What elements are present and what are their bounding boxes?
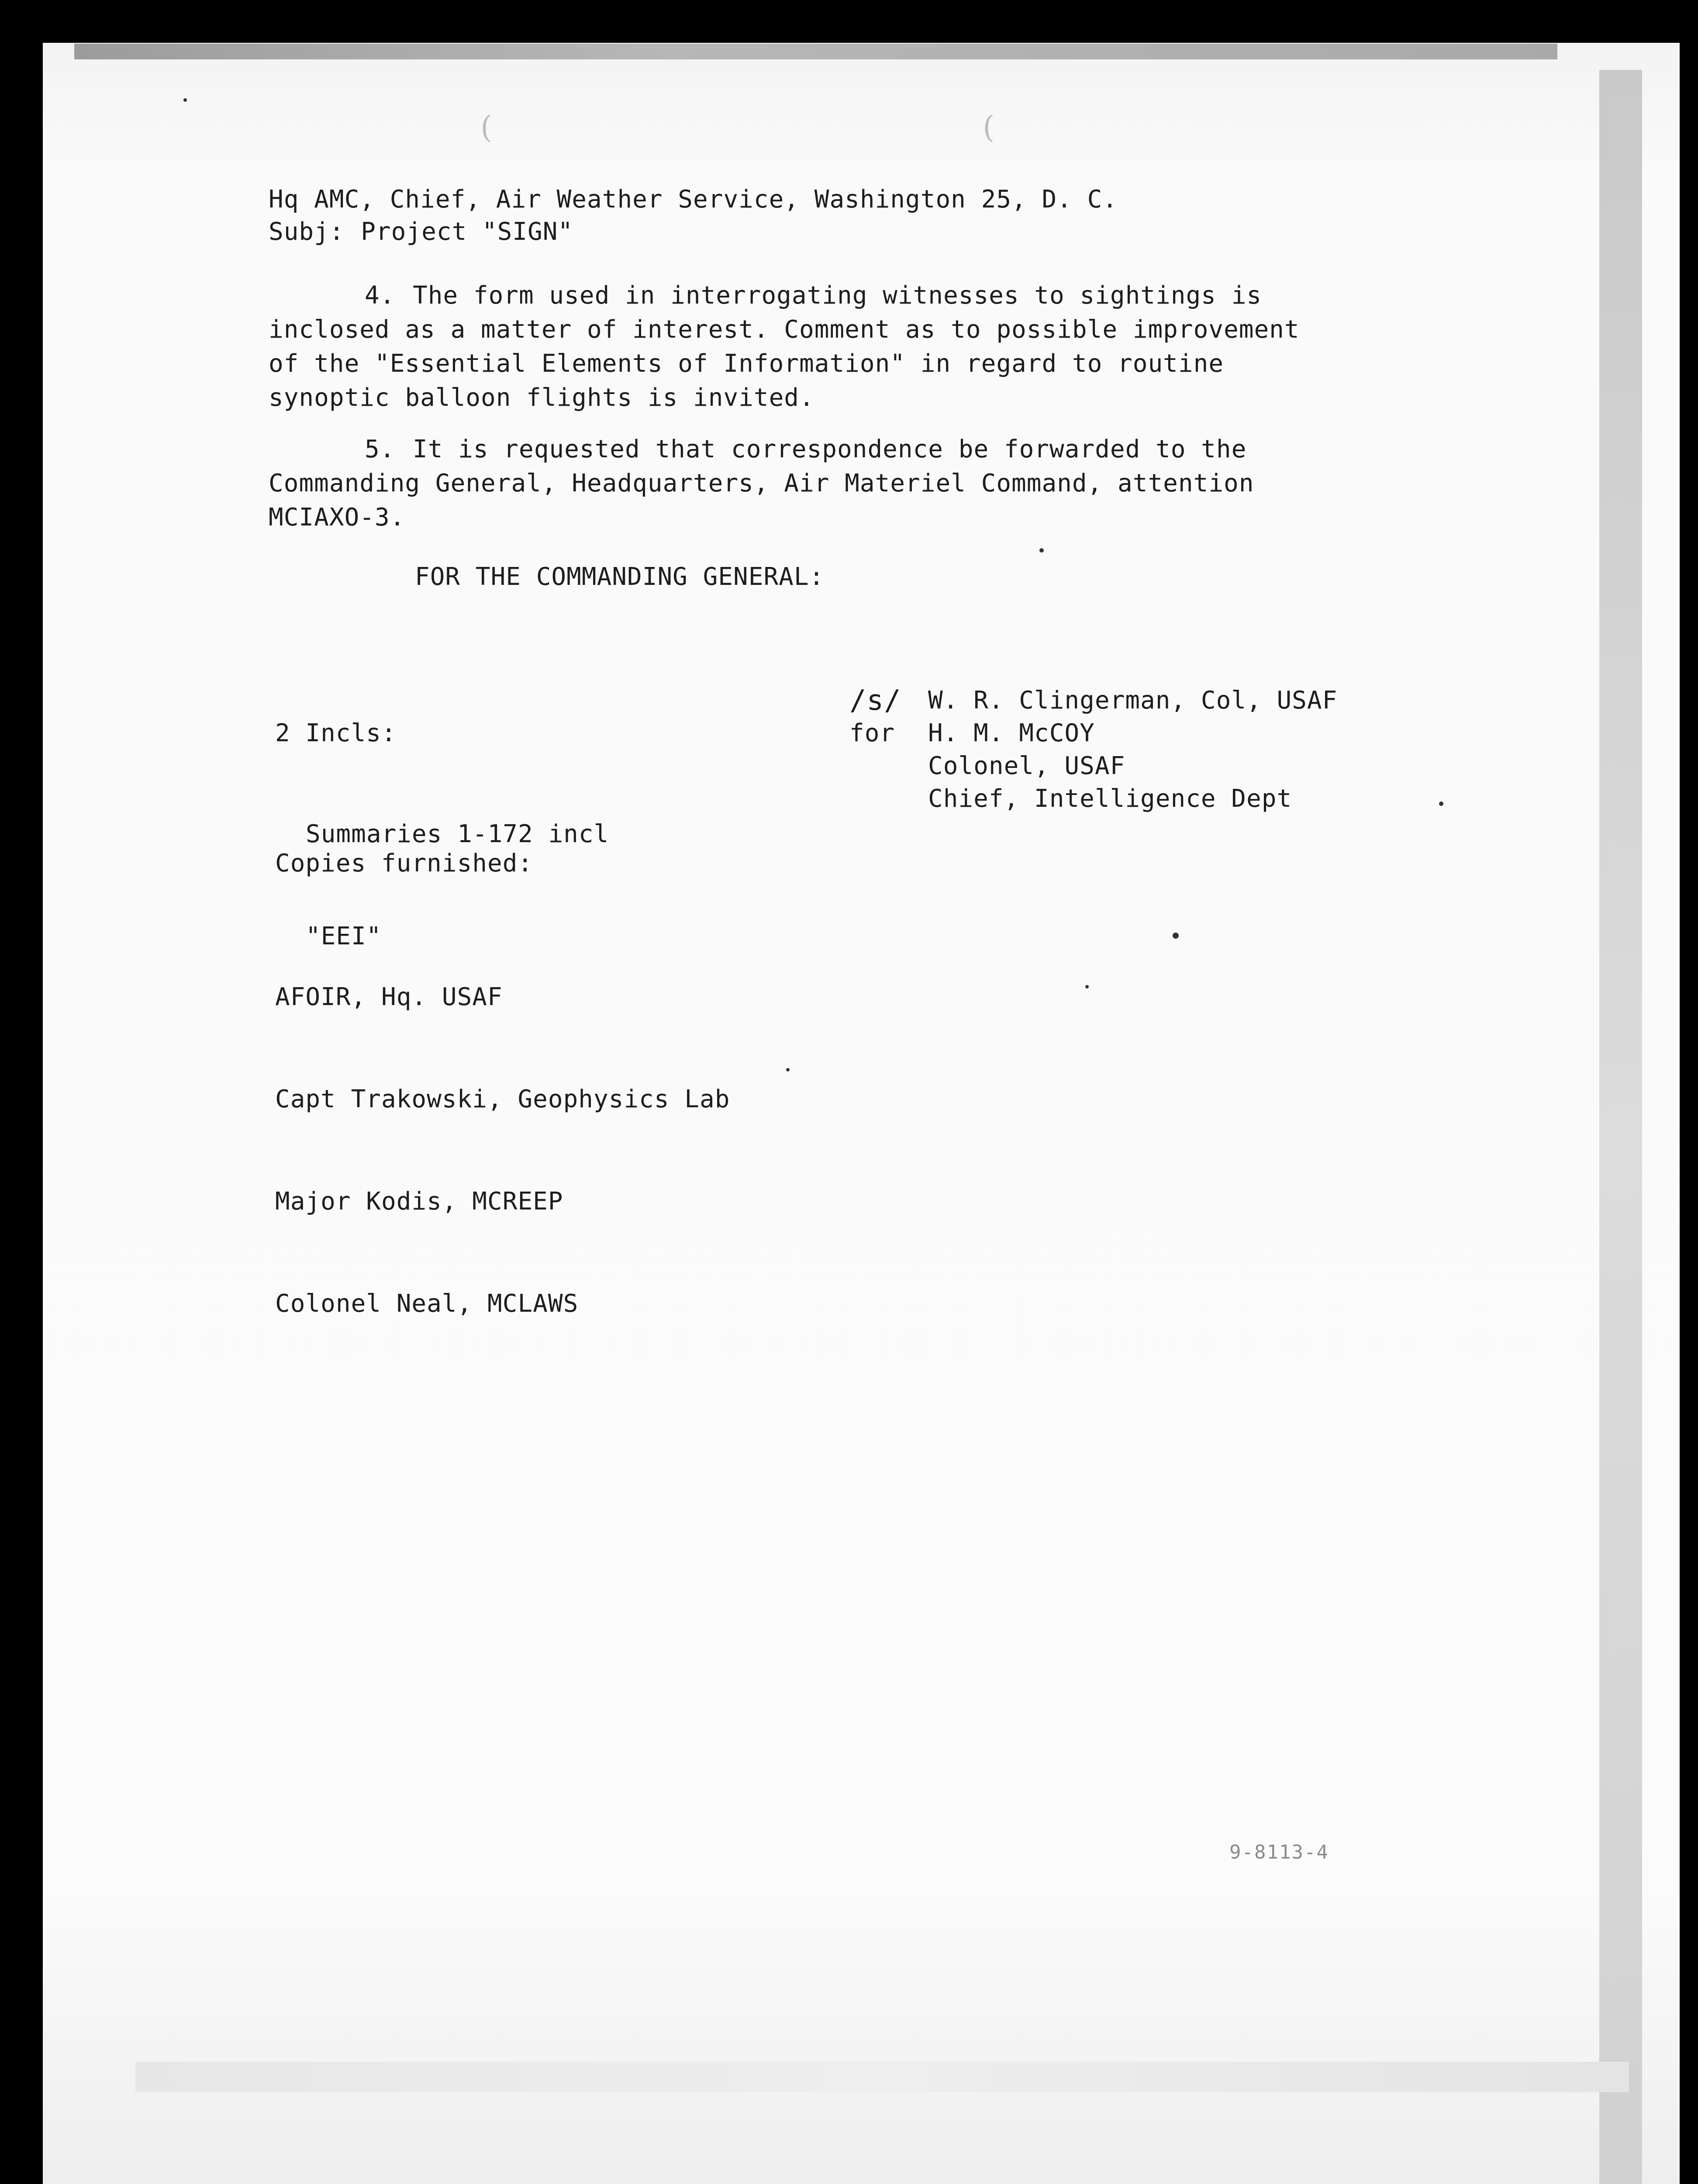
scan-speck: [1039, 548, 1044, 553]
signatory-title: Chief, Intelligence Dept: [928, 784, 1292, 813]
signature-mark: /s/: [849, 684, 901, 717]
paragraph-5-text: It is requested that correspondence be forwarded to the Commanding General, Headquarters, Air Materiel Command, attention MCIAXO-3.: [269, 435, 1254, 532]
scan-edge-top: [74, 44, 1557, 59]
punch-mark-left: (: [480, 109, 493, 145]
signatory-name: H. M. McCOY: [928, 719, 1095, 747]
paragraph-4-text: The form used in interrogating witnesses to sightings is inclosed as a matter of interest. Comment as to possible improvement of the "Essential Elements of Information" in regard to routine synoptic balloon flights is invited.: [269, 281, 1300, 412]
subject-value: Project "SIGN": [361, 218, 573, 246]
inclosures-label: 2 Incls:: [275, 719, 397, 747]
scan-speck: [183, 98, 187, 102]
scan-speck: [1439, 802, 1443, 806]
copies-list: [275, 912, 730, 1355]
scan-speck: [1173, 933, 1179, 939]
scan-edge-bottom: [135, 2062, 1629, 2092]
paragraph-5-number: 5.: [365, 435, 395, 463]
copy-recipient: Capt Trakowski, Geophysics Lab: [275, 1085, 730, 1113]
for-label: for: [849, 719, 895, 747]
scan-speck: [1085, 985, 1089, 988]
signed-by: W. R. Clingerman, Col, USAF: [928, 686, 1338, 715]
scan-edge-right: [1599, 70, 1642, 2184]
punch-mark-right: (: [983, 109, 995, 145]
copies-label: Copies furnished:: [275, 849, 533, 878]
signatory-rank: Colonel, USAF: [928, 752, 1125, 780]
subject-label: Subj:: [269, 218, 345, 246]
subject-line: [269, 215, 573, 249]
paragraph-4-number: 4.: [365, 281, 395, 310]
document-stamp: 9-8113-4: [1229, 1841, 1329, 1863]
inclosure-item: Summaries 1-172 incl: [306, 820, 609, 848]
closing-line: FOR THE COMMANDING GENERAL:: [415, 563, 825, 591]
copy-recipient: AFOIR, Hq. USAF: [275, 983, 503, 1011]
copy-recipient: Major Kodis, MCREEP: [275, 1187, 563, 1216]
scan-speck: [786, 1068, 790, 1071]
header-line: Hq AMC, Chief, Air Weather Service, Washington 25, D. C.: [269, 185, 1118, 214]
copy-recipient: Colonel Neal, MCLAWS: [275, 1289, 579, 1318]
inclosure-item: "EEI": [306, 922, 382, 950]
